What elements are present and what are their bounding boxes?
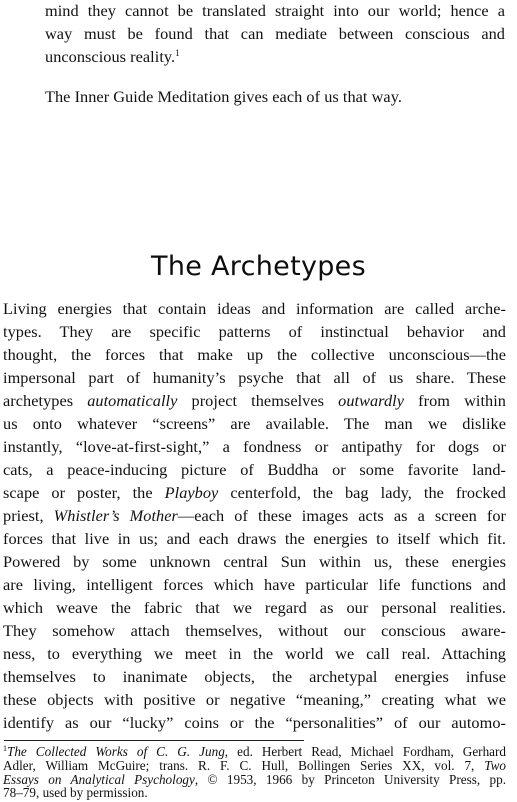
body-line xyxy=(3,459,506,481)
intro-line xyxy=(45,46,505,68)
footnote-text: , © 1953, 1966 by Princeton University Press, pp. xyxy=(194,772,507,787)
body-text: are living, intelligent forces which have particular life functions and xyxy=(3,575,506,594)
italic-title: Two xyxy=(484,758,506,773)
body-line xyxy=(3,597,506,619)
italic-title: Essays on Analytical Psychology xyxy=(3,772,195,787)
intro-line xyxy=(45,23,505,45)
body-line xyxy=(3,367,506,389)
body-text: They somehow attach themselves, without our conscious aware- xyxy=(3,621,506,640)
body-text: forces that live in us; and each draws the energies to itself which fit. xyxy=(3,529,506,548)
body-text: themselves to inanimate objects, the archetypal energies infuse xyxy=(3,667,506,686)
body-text: which weave the fabric that we regard as our personal realities. xyxy=(3,598,506,617)
footnote-text: , ed. Herbert Read, Michael Fordham, Gerhard xyxy=(224,744,507,759)
body-line xyxy=(3,574,506,596)
body-text: cats, a peace-inducing picture of Buddha or some favorite land- xyxy=(3,460,506,479)
body-text: from within xyxy=(404,391,506,410)
body-line xyxy=(3,551,506,573)
body-text: Living energies that contain ideas and information are called arche- xyxy=(3,299,506,318)
body-line xyxy=(3,689,506,711)
intro-line-text: way must be found that can mediate between conscious and xyxy=(45,24,505,43)
body-text: types. They are specific patterns of instinctual behavior and xyxy=(3,322,506,341)
body-text: priest, xyxy=(3,506,54,525)
footnote-text: 78–79, used by permission. xyxy=(3,785,148,800)
intro-line-text: mind they cannot be translated straight into our world; hence a xyxy=(45,1,505,20)
body-line xyxy=(3,620,506,642)
section-heading: The Archetypes xyxy=(151,251,366,282)
intro-line-text: The Inner Guide Meditation gives each of us that way. xyxy=(45,87,402,106)
footnote-line xyxy=(3,784,506,802)
body-line xyxy=(3,436,506,458)
body-line xyxy=(3,528,506,550)
body-line xyxy=(3,666,506,688)
italic-emphasis: outwardly xyxy=(338,391,405,410)
body-text: ness, to everything we meet in the world we call real. Attaching xyxy=(3,644,506,663)
italic-emphasis: automatically xyxy=(87,391,178,410)
body-line xyxy=(3,643,506,665)
italic-title: Playboy xyxy=(164,483,219,502)
body-line xyxy=(3,390,506,412)
italic-title: Whistler’s Mother xyxy=(53,506,178,525)
body-text: scape or poster, the xyxy=(3,483,165,502)
body-line xyxy=(3,505,506,527)
body-text: instantly, “love-at-first-sight,” a fondness or antipathy for dogs or xyxy=(3,437,506,456)
footnote-text: Adler, William McGuire; trans. R. F. C. Hull, Bollingen Series XX, vol. 7, xyxy=(3,758,485,773)
body-text: thought, the forces that make up the collective unconscious—the xyxy=(3,345,506,364)
body-line xyxy=(3,298,506,320)
body-text: archetypes xyxy=(3,391,88,410)
body-text: these objects with positive or negative “meaning,” creating what we xyxy=(3,690,506,709)
body-line xyxy=(3,482,506,504)
body-text: —each of these images acts as a screen for xyxy=(177,506,506,525)
intro-closing-line xyxy=(45,86,505,108)
body-line xyxy=(3,344,506,366)
body-text: identify as our “lucky” coins or the “personalities” of our automo- xyxy=(3,713,506,732)
body-text: Powered by some unknown central Sun within us, these energies xyxy=(3,552,506,571)
footnote-marker: 1 xyxy=(3,744,7,753)
footnote-divider xyxy=(4,740,304,741)
body-line xyxy=(3,413,506,435)
body-line xyxy=(3,712,506,734)
footnote-reference: 1 xyxy=(175,48,180,58)
body-text: impersonal part of humanity’s psyche that all of us share. These xyxy=(3,368,506,387)
body-text: project themselves xyxy=(177,391,339,410)
italic-title: The Collected Works of C. G. Jung xyxy=(7,744,225,759)
body-text: us onto whatever “screens” are available. The man we dislike xyxy=(3,414,506,433)
intro-line xyxy=(45,0,505,22)
body-text: centerfold, the bag lady, the frocked xyxy=(218,483,506,502)
intro-line-text: unconscious reality. xyxy=(45,47,176,66)
body-line xyxy=(3,321,506,343)
